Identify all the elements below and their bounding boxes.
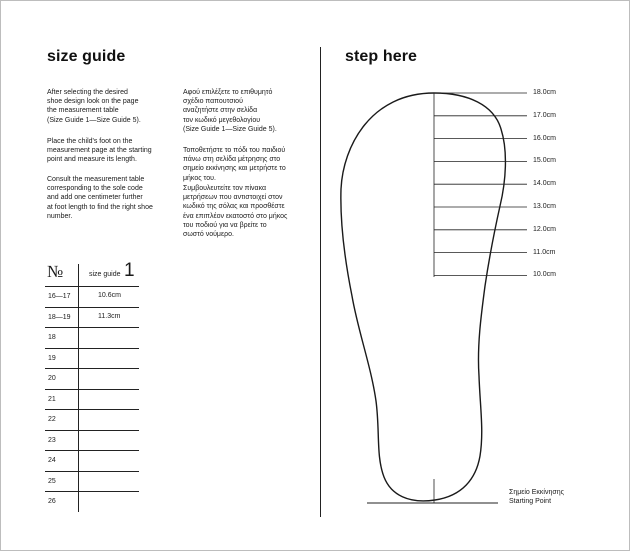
ruler-tick-label: 12.0cm: [533, 225, 556, 233]
ruler-tick-label: 16.0cm: [533, 134, 556, 142]
length-cell: 11.3cm: [98, 312, 121, 320]
size-cell: 18: [48, 334, 56, 341]
instruction-en-1: After selecting the desired shoe design look on the page the measurement table (Size Guide 1—Size Guide 5).: [47, 89, 141, 124]
size-cell: 26: [48, 498, 56, 505]
instruction-en-3: Consult the measurement table corresponding to the sole code and add one centimeter further at foot length to find the right shoe number.: [47, 176, 153, 220]
ruler-tick-label: 15.0cm: [533, 157, 556, 165]
ruler-tick-label: 17.0cm: [533, 111, 556, 119]
instruction-en-2: Place the child's foot on the measurement page at the starting point and measure its length.: [47, 138, 152, 164]
size-cell: 23: [48, 436, 56, 444]
ruler-tick-label: 10.0cm: [533, 271, 556, 279]
size-guide-title: size guide: [47, 48, 126, 65]
size-cell: 16—17: [48, 293, 71, 300]
size-cell: 18—19: [48, 313, 71, 321]
guide-label: size guide: [89, 271, 121, 278]
starting-point-label: Σημείο Εκκίνησης Starting Point: [509, 489, 564, 505]
length-cell: 10.6cm: [98, 292, 121, 299]
guide-number: 1: [124, 260, 135, 281]
instruction-gr-2: Τοποθετήστε το πόδι του παιδιού πάνω στη σελίδα μέτρησης στο σημείο εκκίνησης και μετρήστε το μήκος του.: [183, 147, 286, 182]
ruler-tick-label: 18.0cm: [533, 89, 556, 96]
size-cell: 20: [48, 375, 56, 382]
size-cell: 19: [48, 354, 56, 362]
size-cell: 22: [48, 416, 56, 423]
instruction-gr-3: Συμβουλευτείτε τον πίνακα μετρήσεων που αντιστοιχεί στον κωδικό της σόλας και προσθέστε ένα επιπλέον εκατοστό στο μήκος του ποδιού για να βρείτε το σωστό νούμερο.: [183, 185, 288, 239]
size-cell: 25: [48, 477, 56, 485]
ruler-tick-label: 14.0cm: [533, 180, 556, 188]
foot-outline: [341, 93, 506, 501]
ruler-tick-label: 13.0cm: [533, 203, 556, 210]
size-cell: 21: [48, 395, 56, 403]
number-sign: №: [47, 262, 63, 281]
instruction-gr-1: Αφού επιλέξετε το επιθυμητό σχέδιο παπουτσιού αναζητήστε στην σελίδα τον κωδικό μεγεθολογίου (Size Guide 1—Size Guide 5).: [183, 89, 277, 133]
step-here-title: step here: [345, 48, 418, 65]
size-cell: 24: [48, 457, 56, 464]
ruler-tick-label: 11.0cm: [533, 248, 556, 256]
